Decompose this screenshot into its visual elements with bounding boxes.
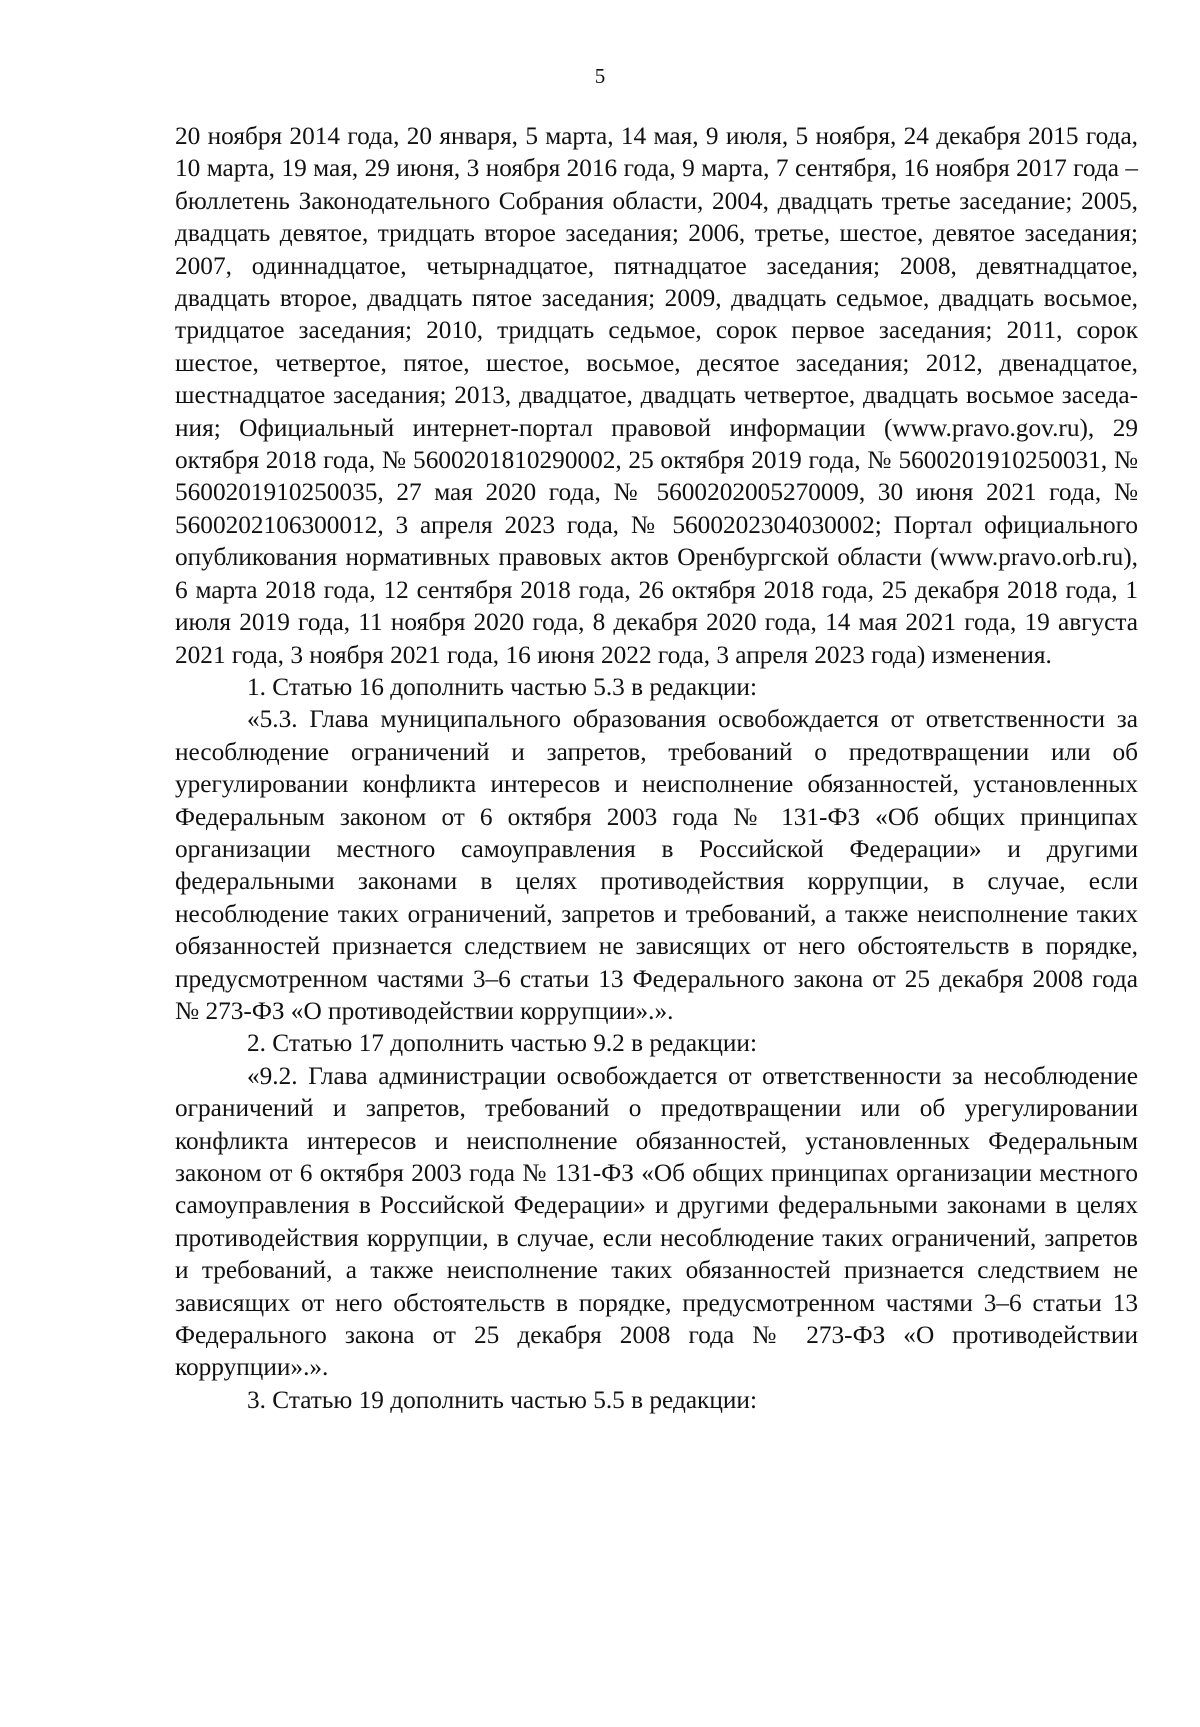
page-number: 5: [594, 64, 606, 88]
paragraph-clause-5-3: «5.3. Глава муниципального образования освобождается от ответственности за несоблюдение ограничений и запретов, требований о предотвращении или об урегулировании конфликта интересов и неисполнение обязанностей, установленных Федеральным законом от 6 октября 2003 года № 131-ФЗ «Об общих принципах организации местного самоуправления в Российской Федерации» и другими федеральными законами в целях противодействия коррупции, в случае, если несоблюдение таких ограничений, запретов и требований, а также неисполнение таких обязанностей признается следствием не зависящих от него обстоятельств в порядке, предусмотренном частями 3–6 статьи 13 Федерального закона от 25 декабря 2008 года № 273-ФЗ «О противодействии коррупции».».: [175, 705, 1138, 1025]
document-body: [175, 120, 1138, 1416]
paragraph-item-1: 1. Статью 16 дополнить частью 5.3 в редакции:: [247, 672, 757, 701]
paragraph-item-3: 3. Статью 19 дополнить частью 5.5 в редакции:: [247, 1385, 757, 1414]
paragraph-clause-9-2: «9.2. Глава администрации освобождается от ответственности за несоблюдение ограничений и запретов, требований о предотвращении или об урегулировании конфликта интересов и неисполнение обязанностей, установленных Федеральным законом от 6 октября 2003 года № 131-ФЗ «Об общих принципах организации местного самоуправления в Российской Федерации» и другими федеральными законами в целях противодействия коррупции, в случае, если несоблюдение таких ограничений, запретов и требований, а также неисполнение таких обязанностей признается следствием не зависящих от него обстоятельств в порядке, предусмотренном частями 3–6 статьи 13 Федерального закона от 25 декабря 2008 года № 273-ФЗ «О противодействии коррупции».».: [175, 1061, 1138, 1382]
paragraph-item-2: 2. Статью 17 дополнить частью 9.2 в редакции:: [247, 1029, 757, 1058]
paragraph-amendment-sources: 20 ноября 2014 года, 20 января, 5 марта, 14 мая, 9 июля, 5 ноября, 24 декабря 2015 года, 10 марта, 19 мая, 29 июня, 3 ноября 2016 года, 9 марта, 7 сентября, 16 ноября 2017 года – бюллетень Законодательного Собрания области, 2004, двадцать третье заседание; 2005, двадцать девятое, тридцать второе заседания; 2006, третье, шестое, девятое заседания; 2007, одиннадцатое, четырнадцатое, пятнадцатое заседания; 2008, девятнадцатое, двадцать второе, двадцать пятое заседания; 2009, двадцать седьмое, двадцать восьмое, тридцатое заседания; 2010, тридцать седьмое, сорок первое заседания; 2011, сорок шестое, четвертое, пятое, шестое, восьмое, десятое заседания; 2012, двенадцатое, шестнадцатое заседания; 2013, двадцатое, двадцать четвертое, двадцать восьмое заседания; Официальный интернет-портал правовой информации (www.pravo.gov.ru), 29 октября 2018 года, № 5600201810290002, 25 октября 2019 года, № 5600201910250031, № 5600201910250035, 27 мая 2020 года, № 5600202005270009, 30 июня 2021 года, № 5600202106300012, 3 апреля 2023 года, № 5600202304030002; Портал официального опубликования нормативных правовых актов Оренбургской области (www.pravo.orb.ru), 6 марта 2018 года, 12 сентября 2018 года, 26 октября 2018 года, 25 декабря 2018 года, 1 июля 2019 года, 11 ноября 2020 года, 8 декабря 2020 года, 14 мая 2021 года, 19 августа 2021 года, 3 ноября 2021 года, 16 июня 2022 года, 3 апреля 2023 года) изменения.: [175, 122, 1138, 669]
